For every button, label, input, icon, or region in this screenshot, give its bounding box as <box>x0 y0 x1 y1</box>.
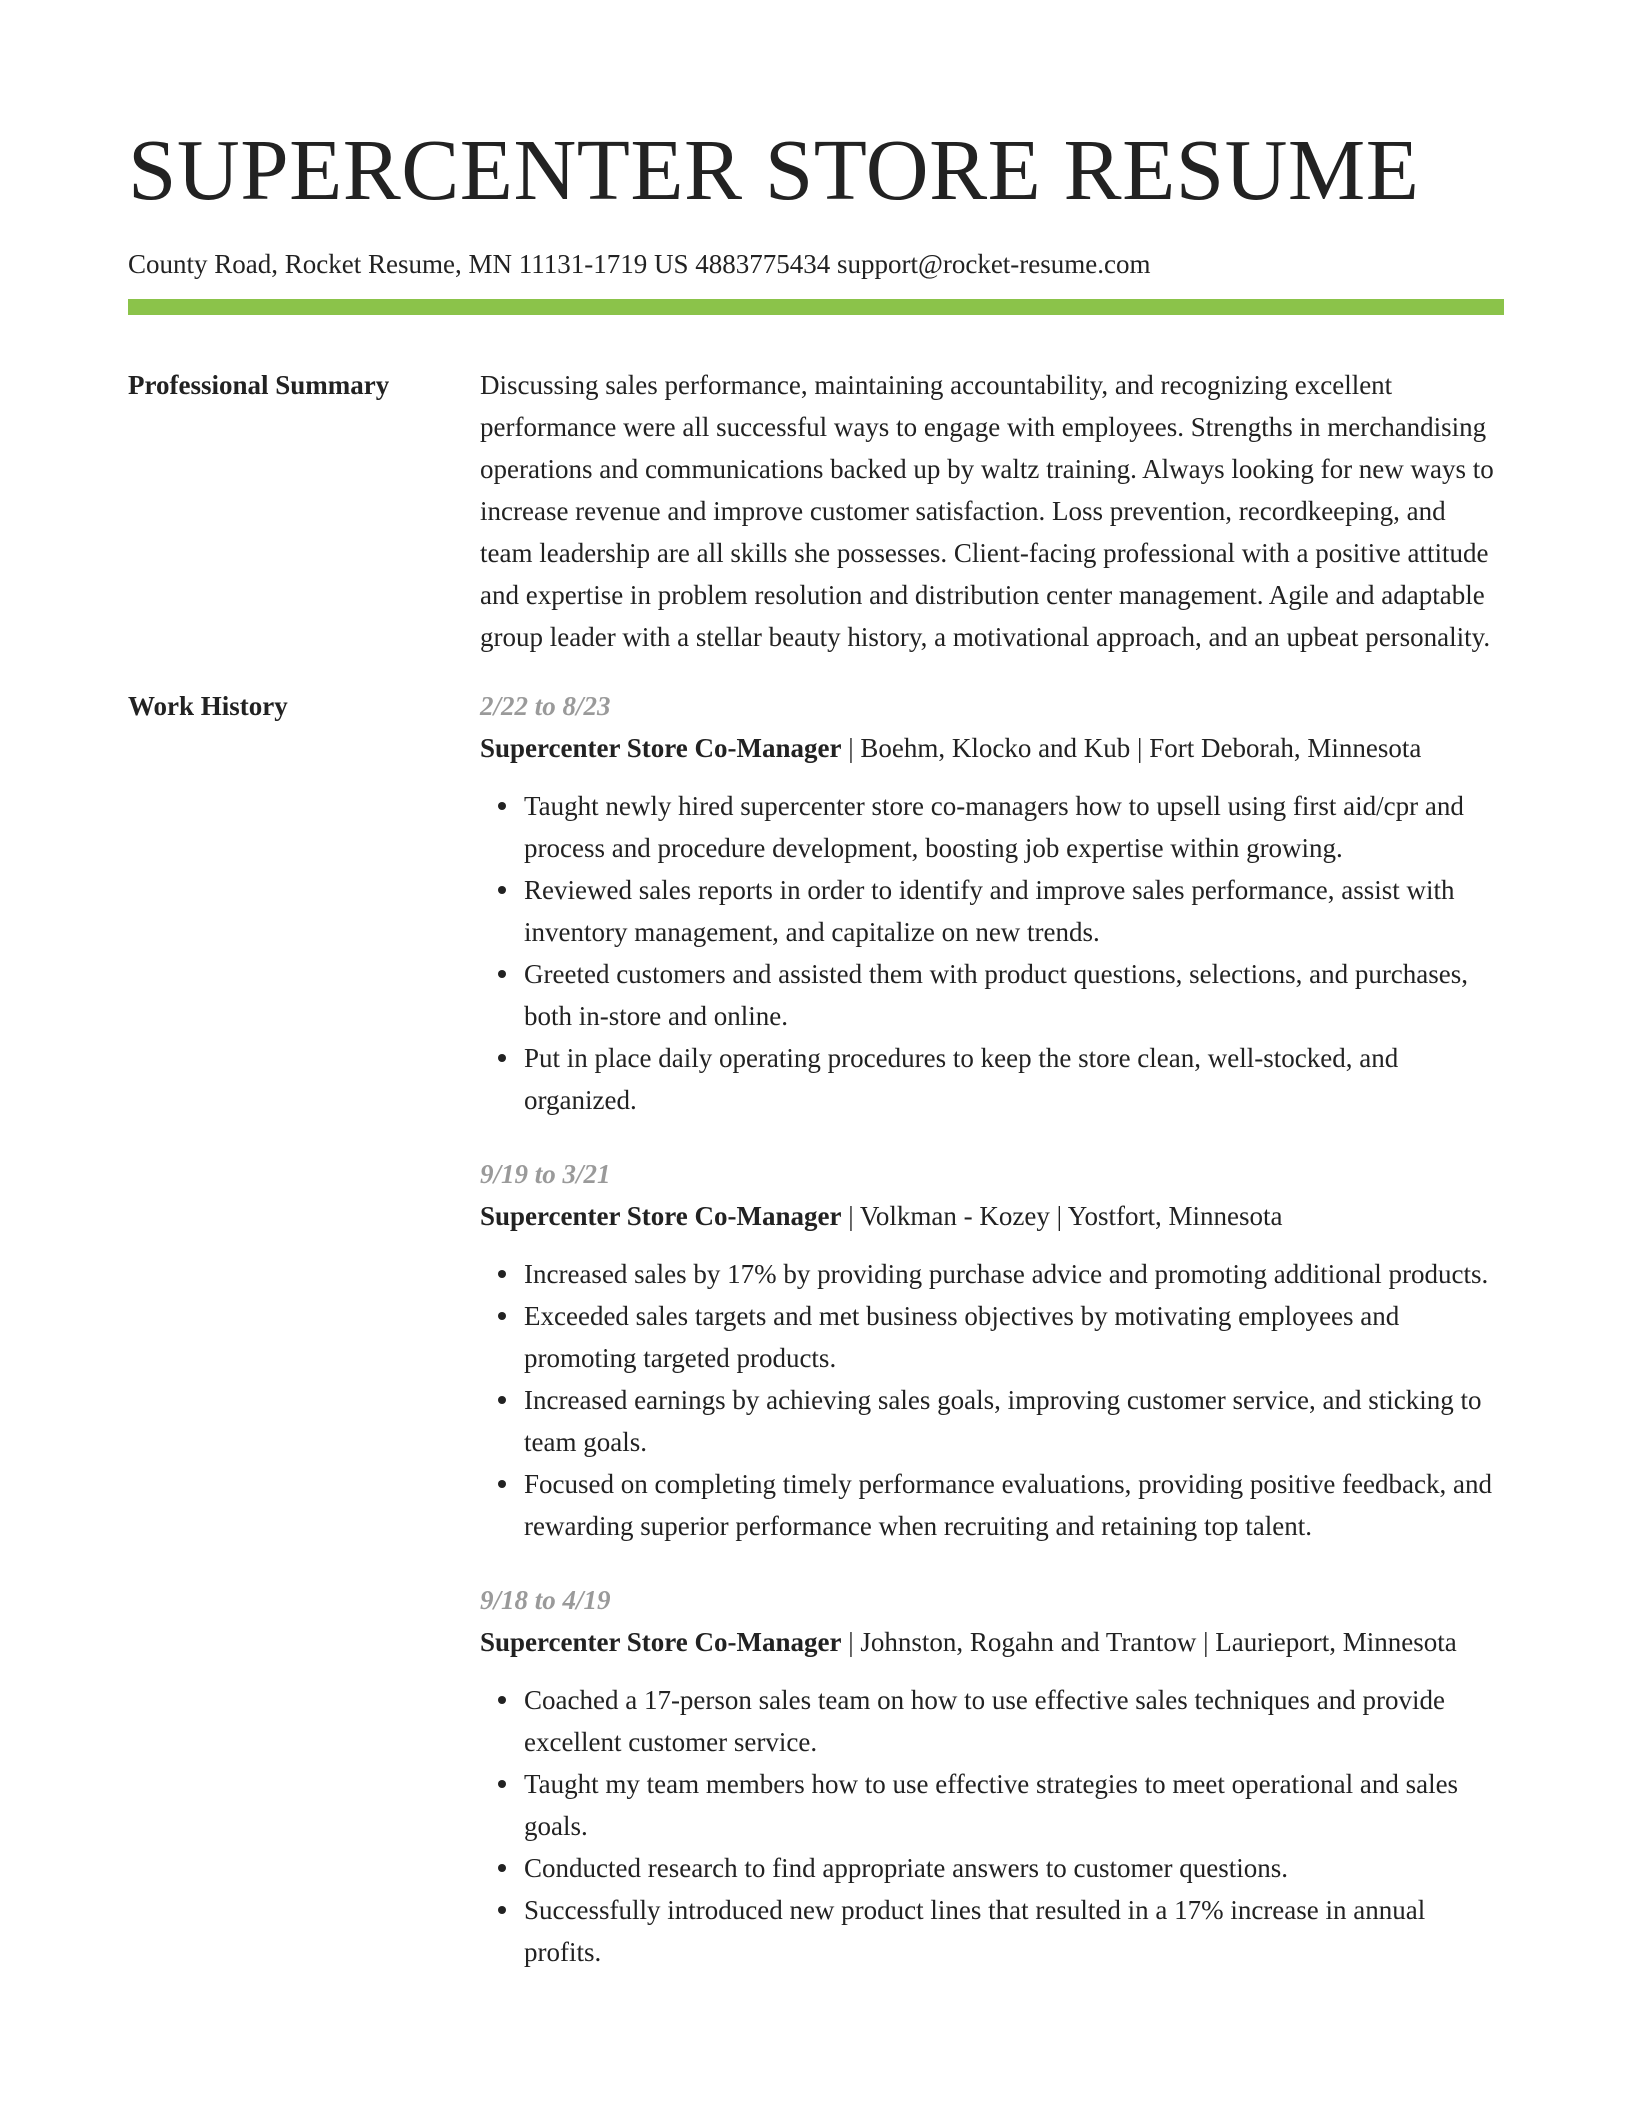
work-history-section <box>128 685 1504 2005</box>
list-item: Focused on completing timely performance evaluations, providing positive feedback, and rewarding superior performance when recruiting and retaining top talent. <box>524 1463 1504 1547</box>
job-bullets <box>480 1253 1504 1547</box>
job-dates: 9/18 to 4/19 <box>480 1585 611 1615</box>
job-heading <box>480 1195 1504 1237</box>
section-title-summary: Professional Summary <box>128 370 390 400</box>
job-bullets <box>480 1679 1504 1973</box>
professional-summary-section <box>128 364 1504 658</box>
resume-name: SUPERCENTER STORE RESUME <box>128 121 1420 218</box>
job-heading <box>480 727 1504 769</box>
job-title: Supercenter Store Co-Manager <box>480 1201 842 1231</box>
list-item: Taught newly hired supercenter store co-managers how to upsell using first aid/cpr and process and procedure development, boosting job expertise within growing. <box>524 785 1504 869</box>
job-list <box>480 685 1504 2005</box>
job-bullets <box>480 785 1504 1121</box>
job-entry <box>480 685 1504 1121</box>
list-item: Successfully introduced new product lines that resulted in a 17% increase in annual profits. <box>524 1889 1504 1973</box>
summary-text: Discussing sales performance, maintaining accountability, and recognizing excellent performance were all successful ways to engage with employees. Strengths in merchandising operations and communications backed up by waltz training. Always looking for new ways to increase revenue and improve customer satisfaction. Loss prevention, recordkeeping, and team leadership are all skills she possesses. Client-facing professional with a positive attitude and expertise in problem resolution and distribution center management. Agile and adaptable group leader with a stellar beauty history, a motivational approach, and an upbeat personality. <box>480 370 1494 652</box>
list-item: Increased sales by 17% by providing purchase advice and promoting additional products. <box>524 1253 1504 1295</box>
list-item: Exceeded sales targets and met business objectives by motivating employees and promoting targeted products. <box>524 1295 1504 1379</box>
job-entry <box>480 1579 1504 1973</box>
list-item: Increased earnings by achieving sales goals, improving customer service, and sticking to team goals. <box>524 1379 1504 1463</box>
accent-divider <box>128 299 1504 315</box>
contact-line: County Road, Rocket Resume, MN 11131-1719 US 4883775434 support@rocket-resume.com <box>128 249 1151 279</box>
list-item: Conducted research to find appropriate answers to customer questions. <box>524 1847 1504 1889</box>
job-dates: 9/19 to 3/21 <box>480 1159 611 1189</box>
list-item: Taught my team members how to use effective strategies to meet operational and sales goals. <box>524 1763 1504 1847</box>
job-employer-location: | Volkman - Kozey | Yostfort, Minnesota <box>841 1201 1283 1231</box>
job-title: Supercenter Store Co-Manager <box>480 733 842 763</box>
list-item: Put in place daily operating procedures to keep the store clean, well-stocked, and organized. <box>524 1037 1504 1121</box>
section-title-work-history: Work History <box>128 691 288 721</box>
list-item: Coached a 17-person sales team on how to use effective sales techniques and provide excellent customer service. <box>524 1679 1504 1763</box>
list-item: Reviewed sales reports in order to identify and improve sales performance, assist with inventory management, and capitalize on new trends. <box>524 869 1504 953</box>
job-employer-location: | Boehm, Klocko and Kub | Fort Deborah, Minnesota <box>841 733 1422 763</box>
job-entry <box>480 1153 1504 1547</box>
job-heading <box>480 1621 1504 1663</box>
resume-page <box>128 0 1504 2005</box>
job-title: Supercenter Store Co-Manager <box>480 1627 842 1657</box>
job-employer-location: | Johnston, Rogahn and Trantow | Laurieport, Minnesota <box>841 1627 1457 1657</box>
job-dates: 2/22 to 8/23 <box>480 691 611 721</box>
list-item: Greeted customers and assisted them with product questions, selections, and purchases, both in-store and online. <box>524 953 1504 1037</box>
